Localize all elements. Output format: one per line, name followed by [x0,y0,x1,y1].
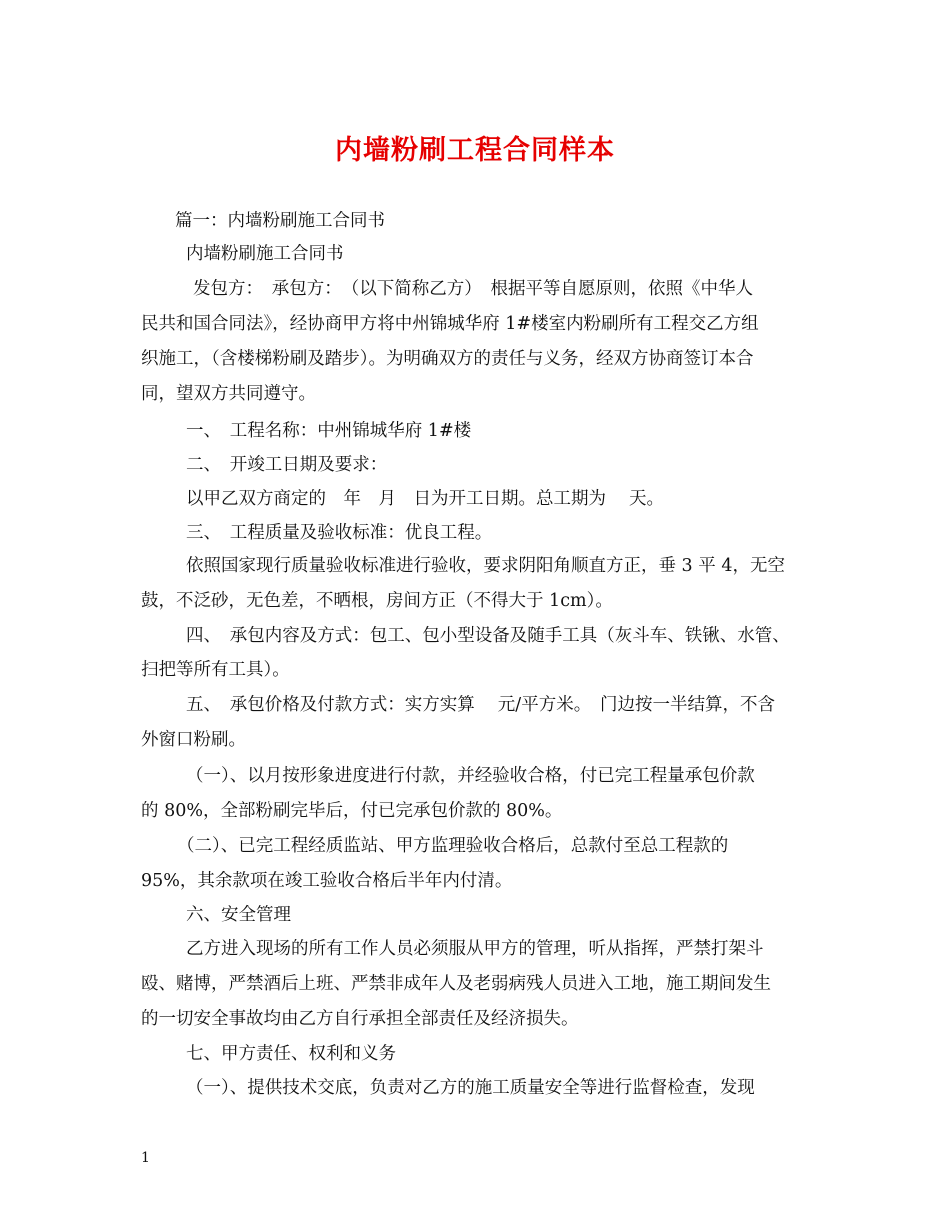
paragraph-line: 同，望双方共同遵守。 [141,384,316,404]
clause-heading-6: 六、安全管理 [186,905,291,925]
paragraph-line: 殴、赌博，严禁酒后上班、严禁非成年人及老弱病残人员进入工地，施工期间发生 [141,974,771,994]
clause-heading-7: 七、甲方责任、权利和义务 [186,1044,396,1064]
sub-clause-line: （二）、已完工程经质监站、甲方监理验收合格后，总款付至总工程款的 [177,836,729,856]
clause-heading-4: 四、 承包内容及方式：包工、包小型设备及随手工具（灰斗车、铁锹、水管、 [186,626,790,646]
paragraph-line: 鼓，不泛砂，无色差，不晒根，房间方正（不得大于 1cm）。 [141,591,613,611]
clause-heading-5: 五、 承包价格及付款方式：实方实算 元/平方米。 门边按一半结算，不含 [186,695,775,715]
paragraph-line: 外窗口粉刷。 [141,730,246,750]
paragraph-line: 的一切安全事故均由乙方自行承担全部责任及经济损失。 [141,1009,579,1029]
paragraph-line: 织施工，（含楼梯粉刷及踏步）。为明确双方的责任与义务，经双方协商签订本合 [141,349,754,369]
paragraph-line: 依照国家现行质量验收标准进行验收，要求阴阳角顺直方正，垂 3 平 4，无空 [186,556,785,576]
clause-heading-3: 三、 工程质量及验收标准：优良工程。 [186,523,493,543]
clause-heading-1: 一、 工程名称：中州锦城华府 1#楼 [186,421,472,441]
paragraph-line: 民共和国合同法》，经协商甲方将中州锦城华府 1#楼室内粉刷所有工程交乙方组 [141,314,759,334]
clause-heading-2: 二、 开竣工日期及要求： [186,455,388,475]
paragraph-line: 95%，其余款项在竣工验收合格后半年内付清。 [141,871,513,891]
page-number: 1 [141,1150,150,1166]
paragraph-line: 的 80%，全部粉刷完毕后，付已完承包价款的 80%。 [141,801,563,821]
section-heading-part-one: 篇一：内墙粉刷施工合同书 [175,211,385,231]
contract-subtitle: 内墙粉刷施工合同书 [186,244,344,264]
paragraph-line: 乙方进入现场的所有工作人员必须服从甲方的管理，听从指挥，严禁打架斗 [186,939,764,959]
document-title: 内墙粉刷工程合同样本 [335,135,615,166]
paragraph-line: 以甲乙双方商定的 年 月 日为开工日期。总工期为 天。 [186,489,665,509]
paragraph-line: 发包方： 承包方： （以下简称乙方） 根据平等自愿原则，依照《中华人 [193,279,753,299]
sub-clause-line: （一）、提供技术交底，负责对乙方的施工质量安全等进行监督检查，发现 [186,1078,755,1098]
sub-clause-line: （一）、以月按形象进度进行付款，并经验收合格，付已完工程量承包价款 [186,766,755,786]
paragraph-line: 扫把等所有工具）。 [141,660,290,680]
